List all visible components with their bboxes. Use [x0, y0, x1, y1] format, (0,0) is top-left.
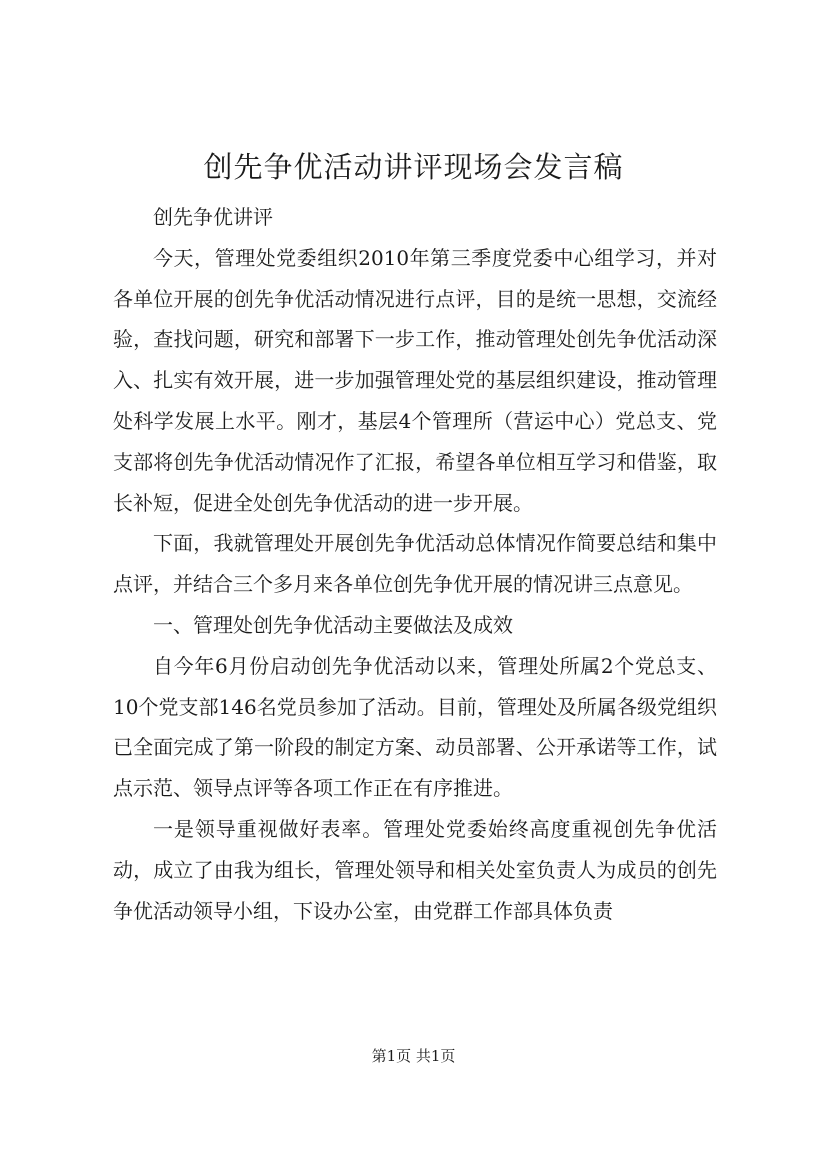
paragraph-intro: 今天，管理处党委组织2010年第三季度党委中心组学习，并对各单位开展的创先争优活动情况进行点评，目的是统一思想，交流经验，查找问题，研究和部署下一步工作，推动管理处创先争优活动深入、扎实有效开展，进一步加强管理处党的基层组织建设，推动管理处科学发展上水平。刚才，基层4个管理所（营运中心）党总支、党支部将创先争优活动情况作了汇报，希望各单位相互学习和借鉴，取长补短，促进全处创先争优活动的进一步开展。	[113, 245, 717, 515]
document-title: 创先争优活动讲评现场会发言稿	[203, 150, 624, 184]
paragraph-overview: 下面，我就管理处开展创先争优活动总体情况作简要总结和集中点评，并结合三个多月来各单位创先争优开展的情况讲三点意见。	[113, 531, 717, 597]
paragraph-subtitle: 创先争优讲评	[153, 205, 273, 229]
paragraph-leadership: 一是领导重视做好表率。管理处党委始终高度重视创先争优活动，成立了由我为组长，管理处领导和相关处室负责人为成员的创先争优活动领导小组，下设办公室，由党群工作部具体负责	[113, 816, 717, 923]
paragraph-progress: 自今年6月份启动创先争优活动以来，管理处所属2个党总支、10个党支部146名党员参加了活动。目前，管理处及所属各级党组织已全面完成了第一阶段的制定方案、动员部署、公开承诺等工作，试点示范、领导点评等各项工作正在有序推进。	[113, 653, 717, 801]
section-heading-1: 一、管理处创先争优活动主要做法及成效	[153, 612, 513, 637]
document-body	[113, 197, 717, 931]
page-footer: 第1页 共1页	[371, 1047, 456, 1065]
